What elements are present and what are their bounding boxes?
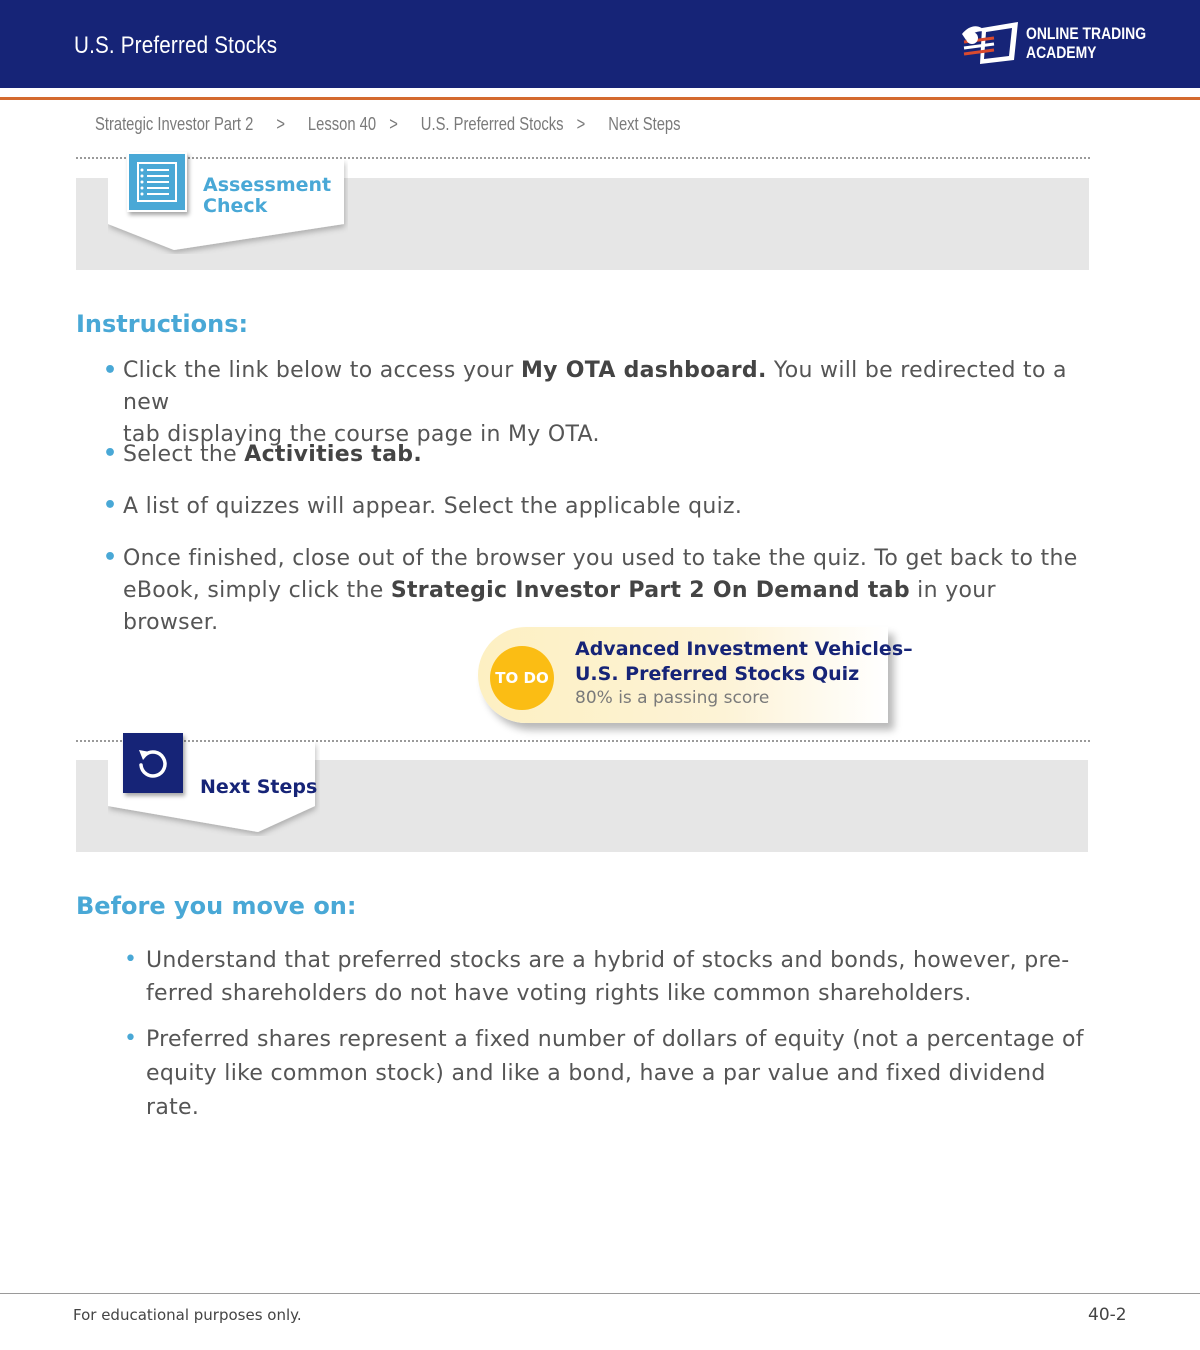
book-logo-icon [960,20,1020,66]
footer-disclaimer: For educational purposes only. [73,1306,302,1324]
instruction-item-1: Click the link below to access your My OTA dashboard. You will be redirected to a new tab displaying the course page in My OTA. [123,358,1067,447]
breadcrumb-separator: > [389,114,398,134]
bullet-icon: • [103,358,118,383]
footer-divider [0,1293,1200,1294]
section-divider [76,157,1090,159]
bullet-icon: • [124,1026,137,1051]
before-item-2: Preferred shares represent a fixed number of dollars of equity (not a percentage of equity like common stock) and like a bond, have a par value and fixed dividend rate. [146,1027,1084,1120]
bullet-icon: • [103,493,118,518]
bullet-icon: • [124,947,137,972]
breadcrumb-item-course[interactable]: Strategic Investor Part 2 [95,114,254,134]
refresh-icon [123,733,183,793]
instructions-heading: Instructions: [76,310,249,338]
breadcrumb-item-topic[interactable]: U.S. Preferred Stocks [420,114,564,134]
page-title: U.S. Preferred Stocks [74,32,278,59]
academy-logo [960,20,1147,70]
header-divider [0,97,1200,100]
before-item-1: Understand that preferred stocks are a hybrid of stocks and bonds, however, pre- ferred shareholders do not have voting rights like common shareholders. [146,948,1070,1006]
breadcrumb-item-lesson[interactable]: Lesson 40 [307,114,377,134]
bullet-icon: • [103,441,118,466]
page-number: 40-2 [1088,1305,1127,1325]
breadcrumb [95,114,680,138]
activities-tab-text: Activities tab. [244,442,422,467]
before-heading: Before you move on: [76,892,357,920]
quiz-title[interactable]: Advanced Investment Vehicles– U.S. Preferred Stocks Quiz [575,638,913,685]
checklist-icon [127,152,187,212]
instruction-item-3: A list of quizzes will appear. Select the applicable quiz. [123,494,743,519]
bullet-icon: • [103,545,118,570]
passing-score-text: 80% is a passing score [575,688,770,708]
breadcrumb-separator: > [576,114,586,134]
breadcrumb-item-current: Next Steps [608,114,681,134]
logo-line-2: ACADEMY [1026,43,1097,62]
breadcrumb-separator: > [276,114,285,134]
instruction-item-2: Select the Activities tab. [123,442,422,467]
next-steps-label: Next Steps [200,776,318,798]
my-ota-dashboard-text: My OTA dashboard. [520,358,767,383]
on-demand-tab-text: Strategic Investor Part 2 On Demand tab [390,578,910,603]
assessment-label: Assessment Check [203,174,332,217]
logo-line-1: ONLINE TRADING [1026,24,1147,43]
header-bar [0,0,1200,88]
instruction-item-4: Once finished, close out of the browser you used to take the quiz. To get back to the eBook, simply click the Strategic Investor Part 2 On Demand tab in your browser. [123,546,1078,635]
todo-badge: TO DO [490,646,554,710]
